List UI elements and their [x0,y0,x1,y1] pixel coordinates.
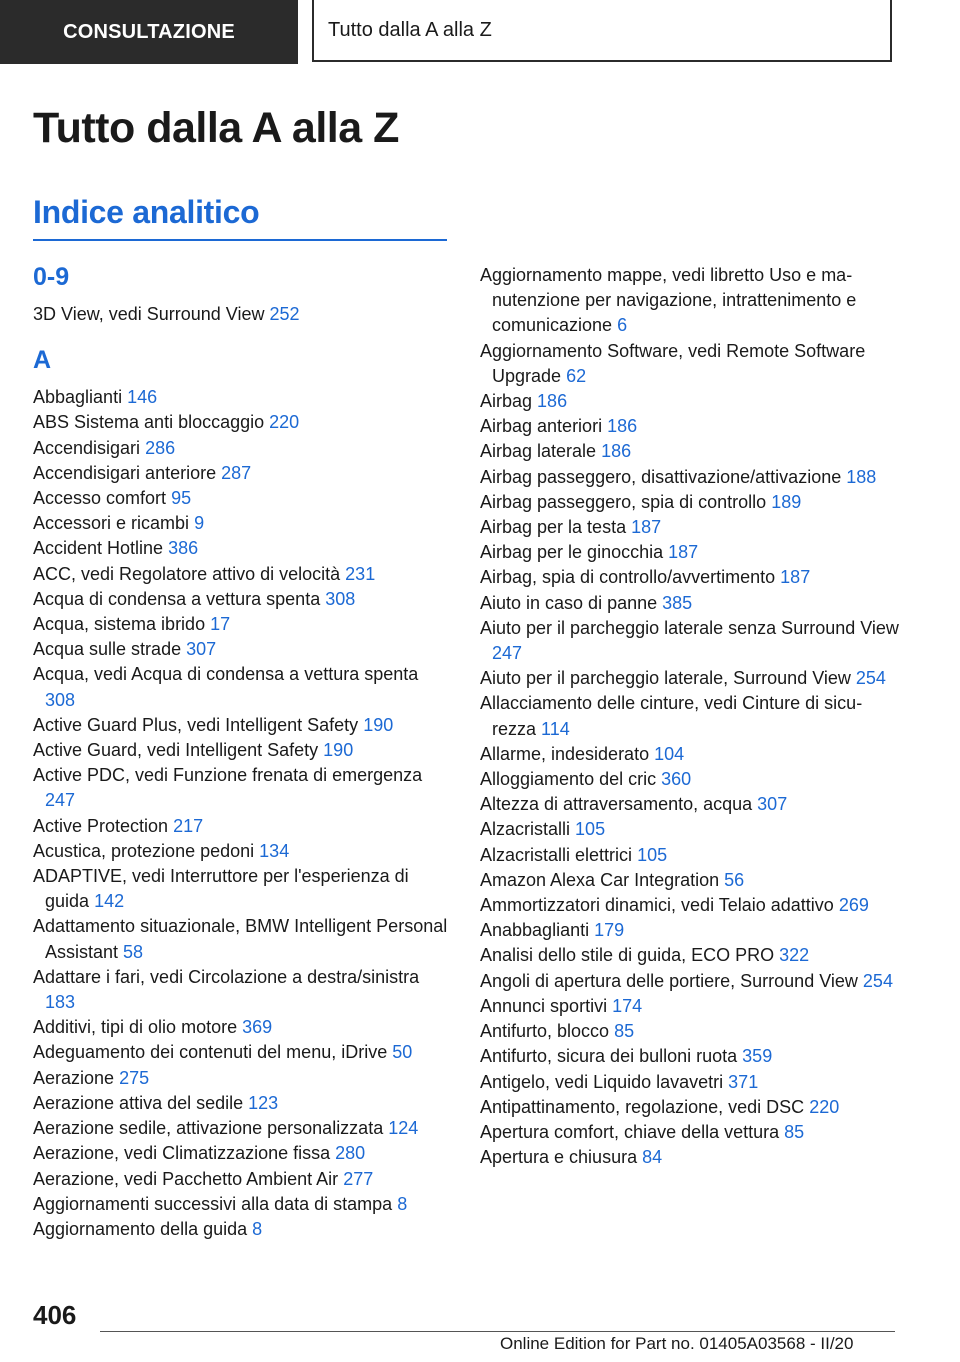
index-entry [480,515,900,540]
index-entry-text: Additivi, tipi di olio motore [33,1017,238,1038]
index-entry [480,616,900,666]
index-entry [480,792,900,817]
index-page-link[interactable]: 360 [661,769,692,790]
index-page-link[interactable]: 6 [617,315,628,336]
index-entry [33,1217,453,1242]
index-entry [480,666,900,691]
index-entry-text: ACC, vedi Regolatore attivo di velocità [33,563,341,584]
index-entry [33,738,453,763]
index-page-link[interactable]: 142 [94,891,125,912]
header-section-label: CONSULTAZIONE [63,20,235,43]
index-page-link[interactable]: 254 [855,668,886,689]
index-entry-text: Acustica, protezione pedoni [33,840,255,861]
header-chapter-label: Tutto dalla A alla Z [328,18,492,41]
index-page-link[interactable]: 186 [601,441,632,462]
index-entry-text: Abbaglianti [33,387,123,408]
index-entry [33,914,453,964]
index-page-link[interactable]: 62 [566,365,587,386]
page-title: Tutto dalla A alla Z [33,104,399,152]
index-entry [480,1070,900,1095]
index-entry-text: Aiuto in caso di panne [480,592,658,613]
index-entry-text: Allacciamento delle cinture, vedi Cinture di sicurezza [480,693,863,739]
index-entry [480,1120,900,1145]
index-page-link[interactable]: 308 [45,689,76,710]
index-page-link[interactable]: 95 [171,488,192,509]
index-page-link[interactable]: 220 [809,1096,840,1117]
index-entry-text: Apertura comfort, chiave della vettura [480,1121,780,1142]
index-entry [480,817,900,842]
index-entry [33,965,453,1015]
index-entry-text: Airbag, spia di controllo/avvertimento [480,567,776,588]
index-page-link[interactable]: 58 [123,941,144,962]
index-entry-text: Airbag anteriori [480,416,603,437]
index-entry [480,742,900,767]
footer-divider [100,1331,895,1332]
page-subtitle: Indice analitico [33,194,260,230]
index-entry-text: Aiuto per il parcheggio laterale senza Surround View [480,617,899,638]
index-page-link[interactable]: 254 [862,970,893,991]
index-entry [480,691,900,741]
index-page-link[interactable]: 286 [145,437,176,458]
index-entry [33,839,453,864]
index-entry [480,767,900,792]
index-page-link[interactable]: 277 [343,1168,374,1189]
index-entry [33,511,453,536]
index-entry-text: Accessori e ricambi [33,513,190,534]
index-entry [33,410,453,435]
index-entry [33,713,453,738]
index-entry [33,1040,453,1065]
index-page-link[interactable]: 188 [846,466,877,487]
index-entry-text: Adattare i fari, vedi Circolazione a destra/sinistra [33,966,420,987]
index-page-link[interactable]: 114 [541,718,570,739]
index-entry [33,662,453,712]
index-entry-text: 3D View, vedi Surround View [33,304,265,324]
index-page-link[interactable]: 386 [168,538,199,559]
index-entry [33,864,453,914]
index-entry-text: Aggiornamento Software, vedi Remote Software Upgrade [480,340,866,386]
index-entry-text: Antipattinamento, regolazione, vedi DSC [480,1096,805,1117]
index-page-link[interactable]: 183 [45,992,76,1013]
index-entry [480,389,900,414]
index-entry [480,263,900,339]
index-entry [480,1044,900,1069]
index-page-link[interactable]: 359 [742,1046,773,1067]
index-page-link[interactable]: 287 [221,462,252,483]
index-entry-text: Aerazione sedile, attivazione personalizzata [33,1118,384,1139]
index-entry [480,868,900,893]
subtitle-underline [33,239,447,241]
index-page-link[interactable]: 275 [119,1067,150,1088]
index-entry [33,385,453,410]
index-page-link[interactable]: 252 [269,304,300,324]
index-entry [33,536,453,561]
index-entry-text: Amazon Alexa Car Integration [480,869,720,890]
index-page-link[interactable]: 9 [194,513,205,534]
index-page-link[interactable]: 179 [594,920,625,941]
index-entry [33,763,453,813]
index-entry [33,612,453,637]
index-page-link[interactable]: 385 [662,592,693,613]
index-section-heading: 0-9 [33,263,70,291]
index-page-link[interactable]: 307 [757,794,788,815]
index-entry-text: Aiuto per il parcheggio laterale, Surround View [480,668,851,689]
index-page-link[interactable]: 50 [392,1042,413,1063]
index-entry-text: Airbag passeggero, spia di controllo [480,491,767,512]
index-page-link[interactable]: 85 [614,1021,635,1042]
index-entry [33,1192,453,1217]
index-entry-text: Antifurto, sicura dei bulloni ruota [480,1046,738,1067]
index-page-link[interactable]: 84 [642,1147,663,1168]
index-entry [33,1167,453,1192]
index-page-link[interactable]: 190 [323,740,354,761]
index-entry [33,302,453,327]
index-entry-text: Angoli di apertura delle portiere, Surround View [480,970,858,991]
index-page-link[interactable]: 174 [612,995,643,1016]
index-entry-text: Allarme, indesiderato [480,743,650,764]
index-entry [33,486,453,511]
index-entry [480,414,900,439]
index-entry-text: Altezza di attraversamento, acqua [480,794,753,815]
index-page-link[interactable]: 8 [397,1193,408,1214]
index-page-link[interactable]: 269 [838,895,869,916]
index-entry [480,565,900,590]
index-entry-text: Acqua, sistema ibrido [33,614,206,635]
index-page-link[interactable]: 187 [780,567,811,588]
index-entry-text: Aggiornamento mappe, vedi libretto Uso e manutenzione per navigazione, intrattenimento e comunicazione [480,265,857,336]
index-entry-text: Airbag [480,391,533,412]
index-entry-text: ABS Sistema anti bloccaggio [33,412,265,433]
header-section-tab [0,0,298,64]
index-entry-text: Antifurto, blocco [480,1021,610,1042]
index-column-left [33,256,453,1242]
index-page-link[interactable]: 189 [771,491,802,512]
index-entry-text: Active Protection [33,815,169,836]
index-entry [480,918,900,943]
index-page-link[interactable]: 85 [784,1121,805,1142]
index-entry-text: Aggiornamenti successivi alla data di stampa [33,1193,393,1214]
index-entry-text: Analisi dello stile di guida, ECO PRO [480,945,775,966]
index-entry-text: Airbag passeggero, disattivazione/attivazione [480,466,842,487]
index-entry-text: Acqua, vedi Acqua di condensa a vettura spenta [33,664,419,685]
index-page-link[interactable]: 17 [210,614,231,635]
index-entry [33,562,453,587]
index-entry [480,843,900,868]
index-entry-text: Accesso comfort [33,488,167,509]
index-page-link[interactable]: 186 [607,416,638,437]
index-entry-text: ADAPTIVE, vedi Interruttore per l'esperienza di guida [33,866,409,912]
index-entry-text: Aerazione, vedi Climatizzazione fissa [33,1143,331,1164]
index-entry-text: Airbag per la testa [480,517,627,538]
index-entry [480,893,900,918]
footer-edition: Online Edition for Part no. 01405A03568 - II/20 [500,1334,854,1353]
index-page-link[interactable]: 187 [668,542,699,563]
index-entry-text: Acqua di condensa a vettura spenta [33,588,321,609]
index-entry [480,1095,900,1120]
index-entry [33,637,453,662]
index-page-link[interactable]: 105 [637,844,668,865]
index-entry [480,994,900,1019]
index-entry-text: Antigelo, vedi Liquido lavavetri [480,1071,724,1092]
index-page-link[interactable]: 280 [335,1143,366,1164]
index-page-link[interactable]: 371 [728,1071,759,1092]
index-entry-text: Acqua sulle strade [33,639,182,660]
index-entry [480,1145,900,1170]
index-entry-text: Active PDC, vedi Funzione frenata di emergenza [33,765,423,786]
index-entry-text: Alzacristalli elettrici [480,844,633,865]
index-entry [480,439,900,464]
index-entry-text: Adeguamento dei contenuti del menu, iDrive [33,1042,388,1063]
index-page-link[interactable]: 307 [186,639,217,660]
index-entry-text: Anabbaglianti [480,920,590,941]
index-page-link[interactable]: 186 [537,391,568,412]
index-entry-text: Accendisigari [33,437,141,458]
index-entry [480,465,900,490]
index-page-link[interactable]: 146 [127,387,158,408]
index-entry [33,1091,453,1116]
index-entry-text: Airbag laterale [480,441,597,462]
index-entry [480,969,900,994]
index-entry-text: Adattamento situazionale, BMW Intelligent Personal Assistant [33,916,448,962]
index-column-right [480,263,900,1170]
index-entry [33,461,453,486]
index-entry-text: Apertura e chiusura [480,1147,638,1168]
index-entry-text: Aerazione attiva del sedile [33,1092,244,1113]
index-page-link[interactable]: 124 [388,1118,419,1139]
index-page-link[interactable]: 187 [631,517,662,538]
index-entry [33,814,453,839]
index-entry-text: Aerazione, vedi Pacchetto Ambient Air [33,1168,339,1189]
index-page-link[interactable]: 247 [45,790,76,811]
index-page-link[interactable]: 369 [242,1017,273,1038]
index-entry-text: Accendisigari anteriore [33,462,217,483]
index-entry [33,1116,453,1141]
index-page-link[interactable]: 220 [269,412,300,433]
index-entry [480,591,900,616]
index-entry-text: Alzacristalli [480,819,571,840]
index-entry [33,1015,453,1040]
index-entry-text: Alloggiamento del cric [480,769,657,790]
index-page-link[interactable]: 231 [345,563,376,584]
page-number: 406 [33,1300,77,1330]
index-entry [480,540,900,565]
index-entry [480,490,900,515]
index-entry-text: Accident Hotline [33,538,164,559]
index-page-link[interactable]: 247 [492,643,523,664]
index-entry [480,339,900,389]
index-entry-text: Active Guard, vedi Intelligent Safety [33,740,319,761]
header-chapter-tab [312,0,892,62]
index-page-link[interactable]: 308 [325,588,356,609]
index-entry-text: Airbag per le ginocchia [480,542,664,563]
index-entry [33,1141,453,1166]
index-page-link[interactable]: 104 [654,743,685,764]
index-page-link[interactable]: 105 [575,819,606,840]
index-entry-text: Aggiornamento della guida [33,1218,248,1239]
index-page-link[interactable]: 8 [252,1218,263,1239]
index-page-link[interactable]: 123 [248,1092,279,1113]
index-page-link[interactable]: 217 [173,815,204,836]
index-entry-text: Annunci sportivi [480,995,608,1016]
index-entry [480,943,900,968]
index-entry [33,1066,453,1091]
index-section-heading: A [33,346,52,375]
index-entry-text: Active Guard Plus, vedi Intelligent Safety [33,714,359,735]
index-entry [480,1019,900,1044]
index-entry-text: Aerazione [33,1067,115,1088]
index-page-link[interactable]: 190 [363,714,394,735]
index-page-link[interactable]: 56 [724,869,745,890]
index-entry-text: Ammortizzatori dinamici, vedi Telaio adattivo [480,895,834,916]
index-page-link[interactable]: 134 [259,840,290,861]
index-page-link[interactable]: 322 [779,945,810,966]
index-entry [33,436,453,461]
index-entry [33,587,453,612]
